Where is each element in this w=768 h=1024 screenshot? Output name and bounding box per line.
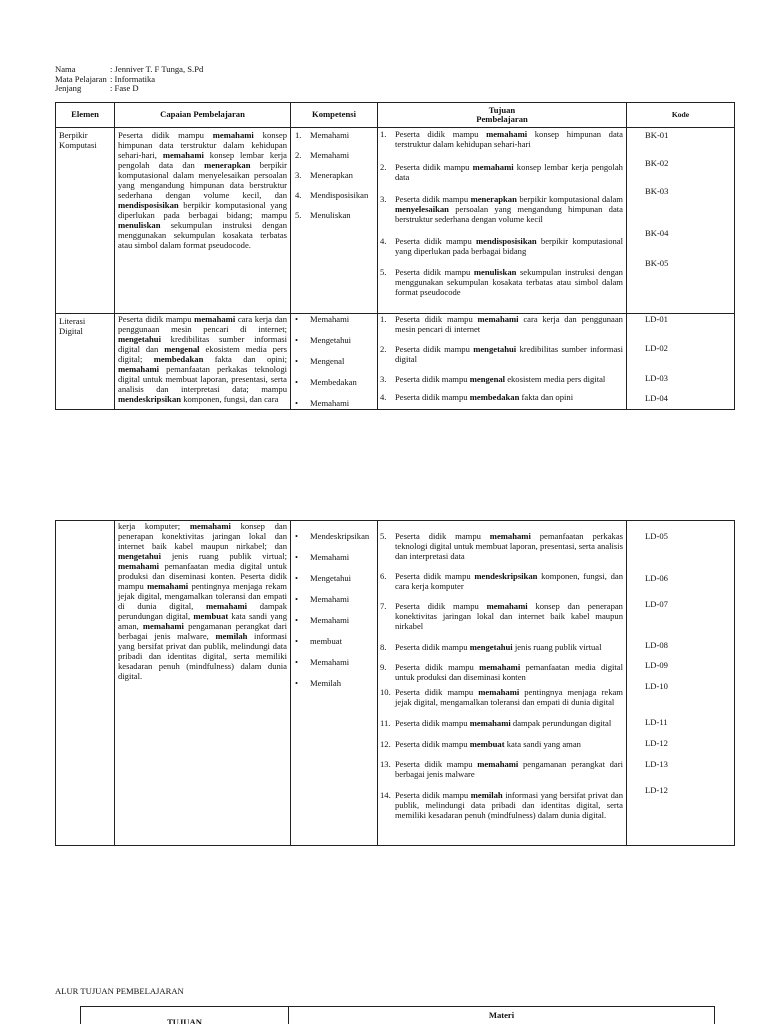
text-span: fakta dan opini: [519, 392, 574, 402]
text-span: Peserta didik mampu: [395, 267, 474, 277]
tujuan-list: [378, 314, 626, 402]
bullet-icon: •: [295, 657, 299, 667]
text-span: Peserta didik mampu: [395, 392, 470, 402]
col-header-tujuan-line1: Tujuan: [488, 104, 516, 115]
list-item: [380, 392, 623, 402]
text-span: konsep lembar kerja pengolah data dan: [118, 150, 287, 170]
keyword-verb: membuat: [193, 611, 229, 621]
item-text: [395, 314, 623, 334]
kode-item: LD-10: [645, 681, 668, 691]
item-text: [395, 129, 623, 149]
header-row-jenjang: [55, 84, 203, 94]
kode-item: LD-11: [645, 717, 668, 727]
text-span: informasi yang bersifat privat dan publik, melindungi data pribadi dan identitas digital, serta memiliki kesadaran penuh (mindfulness) dalam dunia digital.: [395, 790, 623, 820]
text-span: Peserta didik mampu: [395, 739, 470, 749]
kode-item: BK-04: [645, 228, 669, 238]
keyword-verb: mengetahui: [118, 334, 161, 344]
item-number: 8.: [380, 642, 387, 652]
text-span: Peserta didik mampu: [395, 374, 470, 384]
kode-item: LD-04: [645, 393, 668, 403]
bullet-icon: •: [295, 377, 299, 387]
list-item: [295, 190, 375, 200]
item-text: [395, 162, 623, 182]
header-value: : Jenniver T. F Tunga, S.Pd: [110, 64, 204, 74]
keyword-verb: memahami: [206, 601, 248, 611]
bullet-icon: •: [295, 594, 299, 604]
item-number: 3.: [380, 374, 387, 384]
kompetensi-list: [291, 128, 377, 220]
item-text: Memahami: [310, 594, 350, 604]
item-text: Memahami: [310, 314, 350, 324]
item-number: 10.: [380, 687, 391, 697]
text-span: pemanfaatan media digital untuk produksi dan diseminasi konten: [395, 662, 623, 682]
cell-tujuan: [378, 521, 627, 846]
text-span: Peserta didik mampu: [395, 344, 474, 354]
text-span: konsep dan penerapan konektivitas jaringan lokal dan internet baik kabel maupun nirkabel; dan: [118, 521, 287, 551]
item-text: [395, 601, 623, 631]
alur-title: ALUR TUJUAN PEMBELAJARAN: [55, 986, 184, 996]
cell-elemen: [56, 314, 115, 410]
keyword-verb: memahami: [486, 601, 528, 611]
text-span: jenis ruang publik virtual: [512, 642, 602, 652]
item-number: 6.: [380, 571, 387, 581]
bullet-icon: •: [295, 678, 299, 688]
bullet-icon: •: [295, 314, 299, 324]
item-text: [395, 236, 623, 256]
elemen-label: Literasi: [59, 316, 86, 326]
item-number: 4.: [295, 190, 302, 200]
keyword-verb: menuliskan: [473, 267, 517, 277]
kode-list: [627, 128, 734, 268]
item-number: 12.: [380, 739, 391, 749]
text-span: Peserta didik mampu: [395, 314, 478, 324]
text-span: sekumpulan instruksi dengan menggunakan sekumpulan kosakata terbatas atau simbol dalam format pseudocode.: [118, 220, 287, 250]
capaian-text: [118, 314, 287, 404]
item-number: 1.: [295, 130, 302, 140]
kode-item: LD-03: [645, 373, 668, 383]
bullet-icon: •: [295, 335, 299, 345]
list-item: [295, 377, 375, 387]
list-item: [380, 718, 623, 728]
text-span: Peserta didik mampu: [395, 194, 471, 204]
text-span: cara kerja dan penggunaan mesin pencari di internet: [395, 314, 623, 334]
list-item: [295, 314, 375, 324]
bullet-icon: •: [295, 636, 299, 646]
text-span: komponen, fungsi, dan cara: [181, 394, 279, 404]
item-text: [395, 267, 623, 297]
item-text: Mengetahui: [310, 335, 352, 345]
list-item: [380, 531, 623, 561]
list-item: [380, 662, 623, 682]
kode-item: BK-01: [645, 130, 669, 140]
text-span: pengamanan perangkat dari berbagai jenis malware,: [118, 621, 287, 641]
kode-item: LD-09: [645, 660, 668, 670]
kode-item: LD-02: [645, 343, 668, 353]
keyword-verb: mendeskripsikan: [118, 394, 182, 404]
list-item: [380, 687, 623, 707]
keyword-verb: membedakan: [153, 354, 204, 364]
bullet-icon: •: [295, 573, 299, 583]
alur-col-tujuan: TUJUAN: [81, 1007, 289, 1024]
list-item: [295, 170, 375, 180]
item-text: [395, 687, 623, 707]
text-span: pengamanan perangkat dari berbagai jenis malware: [395, 759, 623, 779]
text-span: komponen, fungsi, dan cara kerja komputer: [395, 571, 623, 591]
item-number: 5.: [380, 267, 387, 277]
list-item: [380, 739, 623, 749]
item-number: 2.: [380, 162, 387, 172]
text-span: berpikir komputasional dalam menyelesaikan persoalan yang mengandung himpunan data berstruktur sederhana dengan volume kecil, dan: [118, 160, 287, 200]
table-row-berpikir-komputasi: [56, 128, 735, 314]
list-item: [295, 636, 375, 646]
text-span: dampak perundungan digital,: [118, 601, 287, 621]
item-text: [395, 718, 623, 728]
list-item: [295, 335, 375, 345]
keyword-verb: memahami: [469, 718, 511, 728]
bullet-icon: •: [295, 531, 299, 541]
keyword-verb: membedakan: [469, 392, 520, 402]
kode-list: [627, 314, 734, 403]
header-label: Mata Pelajaran: [55, 73, 107, 84]
keyword-verb: menerapkan: [470, 194, 517, 204]
text-span: kata sandi yang aman,: [118, 611, 287, 631]
kode-list: [627, 521, 734, 795]
list-item: [380, 374, 623, 384]
item-number: 9.: [380, 662, 387, 672]
item-text: [395, 374, 623, 384]
keyword-verb: memahami: [212, 130, 254, 140]
item-text: [395, 739, 623, 749]
text-span: kredibilitas sumber informasi digital dan: [118, 334, 287, 354]
col-header-capaian: Capaian Pembelajaran: [115, 103, 291, 128]
text-span: Peserta didik mampu: [395, 531, 490, 541]
item-text: Memahami: [310, 398, 350, 408]
text-span: cara kerja dan penggunaan mesin pencari di internet;: [118, 314, 287, 334]
elemen-label: Digital: [59, 326, 83, 336]
item-number: 14.: [380, 790, 391, 800]
keyword-verb: membuat: [469, 739, 505, 749]
item-text: Membedakan: [310, 377, 357, 387]
header-label: Nama: [55, 64, 76, 74]
item-text: Memahami: [310, 150, 350, 160]
list-item: [295, 657, 375, 667]
text-span: ekosistem media pers digital: [505, 374, 606, 384]
text-span: pentingnya menjaga rekam jejak digital, mengamalkan toleransi dan empati di dunia digital: [395, 687, 623, 707]
keyword-verb: memahami: [147, 581, 189, 591]
item-number: 1.: [380, 129, 387, 139]
keyword-verb: memahami: [486, 129, 528, 139]
keyword-verb: memahami: [118, 561, 160, 571]
item-text: [395, 344, 623, 364]
text-span: Peserta didik mampu: [395, 790, 471, 800]
keyword-verb: mengenal: [469, 374, 506, 384]
item-number: 7.: [380, 601, 387, 611]
bullet-icon: •: [295, 356, 299, 366]
kode-item: LD-13: [645, 759, 668, 769]
keyword-verb: memahami: [477, 314, 519, 324]
text-span: Peserta didik mampu: [395, 129, 487, 139]
table-row-literasi-digital-cont: [56, 521, 735, 846]
tujuan-list: [378, 521, 626, 820]
kode-item: LD-01: [645, 314, 668, 324]
text-span: pemanfaatan perkakas teknologi digital untuk membuat laporan, presentasi, serta analisis dan interpretasi data; mampu: [118, 364, 287, 394]
text-span: Peserta didik mampu: [395, 601, 487, 611]
list-item: [380, 129, 623, 149]
keyword-verb: memahami: [194, 314, 236, 324]
keyword-verb: menuliskan: [118, 220, 161, 230]
alur-col-materi: Materi: [289, 1007, 715, 1024]
cell-tujuan: [378, 128, 627, 314]
item-number: 11.: [380, 718, 391, 728]
capaian-text: [118, 521, 287, 681]
list-item: [295, 150, 375, 160]
keyword-verb: mendisposisikan: [476, 236, 537, 246]
list-item: [380, 236, 623, 256]
curriculum-table-continued: [55, 520, 735, 846]
keyword-verb: memahami: [478, 687, 520, 697]
item-text: Memilah: [310, 678, 342, 688]
list-item: [295, 615, 375, 625]
document-header: [55, 65, 203, 94]
table-header-row: [56, 103, 735, 128]
curriculum-table: [55, 102, 735, 410]
header-value: : Informatika: [110, 73, 156, 84]
cell-kompetensi: [291, 128, 378, 314]
text-span: fakta dan opini;: [203, 354, 287, 364]
keyword-verb: mengetahui: [118, 551, 161, 561]
text-span: kata sandi yang aman: [504, 739, 581, 749]
list-item: [295, 531, 375, 541]
text-span: berpikir komputasional dalam: [516, 194, 623, 204]
bullet-icon: •: [295, 398, 299, 408]
cell-capaian: [115, 314, 291, 410]
item-text: [395, 642, 623, 652]
text-span: pentingnya menjaga rekam jejak digital, mengamalkan toleransi dan empati di dunia digital,: [118, 581, 287, 611]
item-number: 2.: [380, 344, 387, 354]
kode-item: LD-12: [645, 785, 668, 795]
text-span: Peserta didik mampu: [395, 642, 470, 652]
text-span: ekosistem media pers digital;: [118, 344, 287, 364]
item-text: Menuliskan: [310, 210, 351, 220]
text-span: Peserta didik mampu: [395, 571, 475, 581]
header-label: Jenjang: [55, 83, 82, 93]
cell-capaian: [115, 128, 291, 314]
kompetensi-list: [291, 521, 377, 688]
cell-elemen: [56, 128, 115, 314]
keyword-verb: memahami: [162, 150, 204, 160]
item-text: Menerapkan: [310, 170, 353, 180]
keyword-verb: memahami: [479, 662, 521, 672]
item-text: [395, 531, 623, 561]
table-row-literasi-digital: [56, 314, 735, 410]
keyword-verb: memahami: [477, 759, 519, 769]
text-span: Peserta didik mampu: [395, 687, 479, 697]
item-text: [395, 759, 623, 779]
list-item: [380, 267, 623, 297]
alur-table: [80, 1006, 715, 1024]
text-span: Peserta didik mampu: [395, 162, 473, 172]
text-span: Peserta didik mampu: [395, 759, 478, 769]
header-value: : Fase D: [110, 83, 139, 93]
list-item: [380, 194, 623, 224]
keyword-verb: memilah: [470, 790, 503, 800]
keyword-verb: memilah: [215, 631, 248, 641]
list-item: [380, 571, 623, 591]
cell-capaian: [115, 521, 291, 846]
list-item: [295, 552, 375, 562]
keyword-verb: mengetahui: [473, 344, 517, 354]
list-item: [380, 759, 623, 779]
item-text: Mendisposisikan: [310, 190, 369, 200]
kode-item: LD-12: [645, 738, 668, 748]
keyword-verb: mengetahui: [469, 642, 513, 652]
text-span: Peserta didik mampu: [118, 130, 213, 140]
bullet-icon: •: [295, 615, 299, 625]
kode-item: BK-02: [645, 158, 669, 168]
kode-item: LD-05: [645, 531, 668, 541]
list-item: [295, 594, 375, 604]
text-span: informasi yang bersifat privat dan publik, melindungi data pribadi dan identitas digital, serta memiliki kesadaran penuh (mindfulness) dalam dunia digital.: [118, 631, 287, 681]
item-text: Mendeskripsikan: [310, 531, 370, 541]
keyword-verb: memahami: [189, 521, 231, 531]
text-span: kerja komputer;: [118, 521, 190, 531]
cell-kode: [627, 521, 735, 846]
text-span: kredibilitas sumber informasi digital: [395, 344, 623, 364]
list-item: [295, 398, 375, 408]
text-span: Peserta didik mampu: [395, 236, 477, 246]
elemen-label: Komputasi: [59, 140, 97, 150]
item-number: 4.: [380, 392, 387, 402]
item-number: 2.: [295, 150, 302, 160]
list-item: [380, 314, 623, 334]
item-text: membuat: [310, 636, 342, 646]
keyword-verb: mendisposisikan: [118, 200, 179, 210]
list-item: [380, 344, 623, 364]
kode-item: LD-06: [645, 573, 668, 583]
item-number: 3.: [295, 170, 302, 180]
list-item: [380, 162, 623, 182]
item-number: 4.: [380, 236, 387, 246]
elemen-label: Berpikir: [59, 130, 88, 140]
text-span: pemanfaatan media digital untuk produksi dan diseminasi konten. Peserta didik mampu: [118, 561, 287, 591]
text-span: konsep dan penerapan konektivitas jaringan lokal dan internet baik kabel maupun nirkabel: [395, 601, 623, 631]
cell-kode: [627, 314, 735, 410]
item-text: Mengetahui: [310, 573, 352, 583]
text-span: persoalan yang mengandung himpunan data berstruktur sederhana dengan volume kecil: [395, 204, 623, 224]
item-text: Memahami: [310, 615, 350, 625]
capaian-text: [118, 130, 287, 250]
text-span: Peserta didik mampu: [395, 662, 480, 672]
cell-kode: [627, 128, 735, 314]
item-text: Mengenal: [310, 356, 345, 366]
text-span: sekumpulan instruksi dengan menggunakan sekumpulan kosakata terbatas atau simbol dalam format pseudocode: [395, 267, 623, 297]
item-text: [395, 571, 623, 591]
item-text: [395, 392, 623, 402]
text-span: pemanfaatan perkakas teknologi digital untuk membuat laporan, presentasi, serta analisis dan interpretasi data: [395, 531, 623, 561]
item-text: Memahami: [310, 657, 350, 667]
keyword-verb: menyelesaikan: [395, 204, 449, 214]
keyword-verb: memahami: [142, 621, 184, 631]
cell-tujuan: [378, 314, 627, 410]
kode-item: LD-07: [645, 599, 668, 609]
list-item: [380, 642, 623, 652]
list-item: [380, 601, 623, 631]
text-span: berpikir komputasional yang diperlukan pada berbagai bidang; mampu: [118, 200, 287, 220]
text-span: Peserta didik mampu: [395, 718, 470, 728]
kompetensi-list: [291, 314, 377, 408]
list-item: [295, 573, 375, 583]
keyword-verb: memahami: [489, 531, 531, 541]
item-number: 3.: [380, 194, 387, 204]
cell-kompetensi: [291, 521, 378, 846]
list-item: [380, 790, 623, 820]
cell-elemen: [56, 521, 115, 846]
text-span: konsep lembar kerja pengolah data: [395, 162, 623, 182]
item-number: 5.: [295, 210, 302, 220]
kode-item: BK-03: [645, 186, 669, 196]
text-span: konsep himpunan data terstruktur dalam kehidupan sehari-hari: [395, 129, 623, 149]
list-item: [295, 678, 375, 688]
tujuan-list: [378, 128, 626, 297]
col-header-kode: Kode: [627, 103, 735, 128]
item-number: 1.: [380, 314, 387, 324]
text-span: Peserta didik mampu: [118, 314, 195, 324]
col-header-tujuan: [378, 103, 627, 128]
col-header-tujuan-line2: Pembelajaran: [476, 114, 528, 124]
keyword-verb: menerapkan: [204, 160, 251, 170]
item-text: [395, 662, 623, 682]
item-text: [395, 790, 623, 820]
bullet-icon: •: [295, 552, 299, 562]
item-number: 13.: [380, 759, 391, 769]
keyword-verb: mendeskripsikan: [474, 571, 538, 581]
keyword-verb: mengenal: [164, 344, 200, 354]
text-span: dampak perundungan digital: [510, 718, 612, 728]
kode-item: BK-05: [645, 258, 669, 268]
col-header-kompetensi: Kompetensi: [291, 103, 378, 128]
col-header-elemen: Elemen: [56, 103, 115, 128]
item-number: 5.: [380, 531, 387, 541]
text-span: jenis ruang publik virtual;: [160, 551, 287, 561]
keyword-verb: memahami: [472, 162, 514, 172]
text-span: berpikir komputasional yang diperlukan pada berbagai bidang: [395, 236, 623, 256]
list-item: [295, 210, 375, 220]
cell-kompetensi: [291, 314, 378, 410]
list-item: [295, 356, 375, 366]
keyword-verb: memahami: [118, 364, 160, 374]
item-text: Memahami: [310, 552, 350, 562]
item-text: [395, 194, 623, 224]
list-item: [295, 130, 375, 140]
kode-item: LD-08: [645, 640, 668, 650]
text-span: konsep himpunan data terstruktur dalam kehidupan sehari-hari,: [118, 130, 287, 160]
item-text: Memahami: [310, 130, 350, 140]
